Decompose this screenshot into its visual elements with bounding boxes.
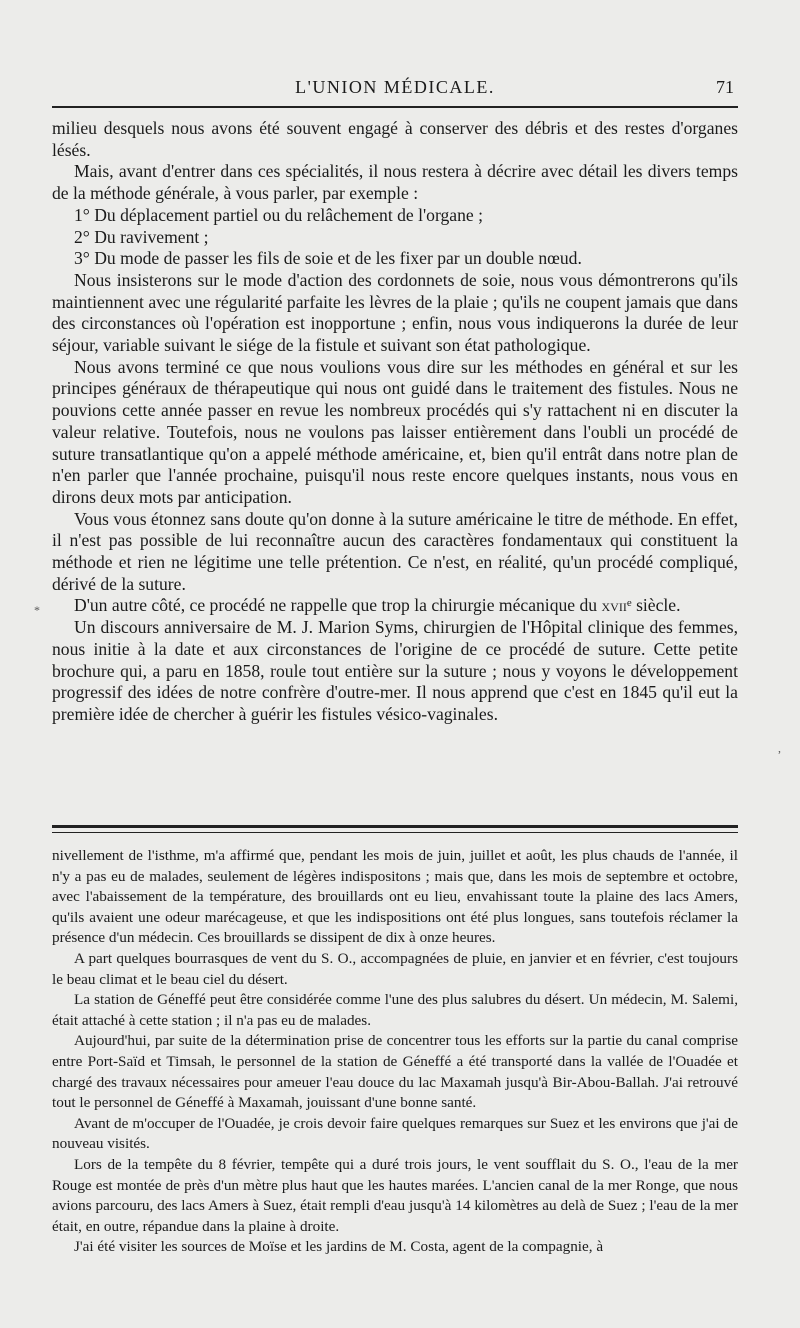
page-number: 71 — [716, 77, 734, 97]
page-header — [52, 76, 738, 102]
right-margin-mark: , — [778, 741, 781, 755]
enumerated-item: 2° Du ravivement ; — [74, 226, 209, 247]
main-paragraph: Un discours anniversaire de M. J. Marion Syms, chirurgien de l'Hôpital clinique des femmes, nous initie à la date et aux circonstances de l'origine de ce procédé de suture. Cette petite brochure qui, a paru en 1858, roule tout entière sur la suture ; nous y voyons le développement progressif des idées de notre confrère d'outre-mer. Il nous apprend que c'est en 1845 qu'il eut la première idée de chercher à guérir les fistules vésico-vaginales. — [52, 617, 738, 724]
century-suffix: e — [626, 597, 632, 610]
footnote-paragraph: J'ai été visiter les sources de Moïse et les jardins de M. Costa, agent de la compagnie, à — [74, 1238, 604, 1256]
main-paragraph: Nous avons terminé ce que nous voulions vous dire sur les méthodes en général et sur les principes généraux de thérapeutique qui nous ont guidé dans le traitement des fistules. Nous ne pouvions cette année passer en revue les nombreux procédés qui s'y rattachent ni en discuter la valeur relative. Toutefois, nous ne voulons pas laisser entièrement dans l'oubli un procédé de suture transatlantique qu'on a appelé méthode américaine, et, bien qu'il entrât dans notre plan de n'en parler que l'année prochaine, puisqu'il nous reste encore quelques instants, nous vous en dirons deux mots par anticipation. — [52, 356, 738, 507]
header-rule — [52, 106, 738, 108]
main-paragraph: milieu desquels nous avons été souvent engagé à conserver des débris et des restes d'organes lésés. — [52, 118, 738, 160]
main-paragraph: Nous insisterons sur le mode d'action des cordonnets de soie, nous vous démontrerons qu'ils maintiennent avec une régularité parfaite les lèvres de la plaie ; qu'ils ne coupent jamais que dans des circonstances où l'opération est inopportune ; enfin, nous vous indiquerons la durée de leur séjour, variable suivant le siége de la fistule et suivant son état pathologique. — [52, 269, 738, 356]
footnote-paragraph: La station de Géneffé peut être considérée comme l'une des plus salubres du désert. Un médecin, M. Salemi, était attaché à cette station ; il n'a pas eu de malades. — [52, 991, 738, 1029]
footnote-paragraph: A part quelques bourrasques de vent du S. O., accompagnées de pluie, en janvier et en février, c'est toujours le beau climat et le beau ciel du désert. — [52, 949, 738, 988]
enumerated-item: 1° Du déplacement partiel ou du relâchement de l'organe ; — [74, 204, 484, 225]
footnote-paragraph: Avant de m'occuper de l'Ouadée, je crois devoir faire quelques remarques sur Suez et les environs que j'ai de nouveau visités. — [52, 1114, 738, 1153]
running-title: L'UNION MÉDICALE. — [295, 77, 495, 97]
footnote-text-column — [52, 846, 738, 1258]
century-lead-text: D'un autre côté, ce procédé ne rappelle que trop la chirurgie mécanique du — [74, 595, 602, 616]
main-paragraph: Vous vous étonnez sans doute qu'on donne à la suture américaine le titre de méthode. En effet, il n'est pas possible de lui reconnaître aucun des caractères fondamentaux qui constituent la méthode et rien ne légitime une telle prétention. Ce n'est, en réalité, qu'un procédé compliqué, dérivé de la suture. — [52, 508, 738, 594]
century-numeral: xvii — [601, 595, 627, 616]
enumerated-item: 3° Du mode de passer les fils de soie et de les fixer par un double nœud. — [74, 248, 582, 269]
main-text-column — [52, 118, 738, 726]
century-tail-text: siècle. — [631, 595, 681, 616]
footnote-paragraph: Lors de la tempête du 8 février, tempête qui a duré trois jours, le vent soufflait du S. O., l'eau de la mer Rouge est montée de près d'un mètre plus haut que les hautes marées. L'ancien canal de la mer Ronge, que nous avions parcouru, des lacs Amers à Suez, était rempli d'eau jusqu'à 14 kilomètres au delà de Suez ; l'eau de la mer était, en outre, répandue dans la plaine à droite. — [52, 1155, 738, 1235]
main-paragraph: Mais, avant d'entrer dans ces spécialités, il nous restera à décrire avec détail les divers temps de la méthode générale, à vous parler, par exemple : — [52, 161, 738, 204]
main-paragraph-century — [52, 595, 738, 617]
footnote-paragraph: nivellement de l'isthme, m'a affirmé que, pendant les mois de juin, juillet et août, les plus chauds de l'année, il n'y a pas eu de malades, seulement de légères indispositons ; mais que, dans les mois de septembre et octobre, avec l'abaissement de la température, des brouillards ont eu lieu, envahissant toute la plaine des lacs Amers, qu'ils avaient une odeur marécageuse, et que les indispositions ont été plus longues, sans toutefois réclamer la présence d'un médecin. Ces brouillards se dissipent de dix à onze heures. — [52, 847, 738, 947]
footnote-paragraph: Aujourd'hui, par suite de la détermination prise de concentrer tous les efforts sur la partie du canal comprise entre Port-Saïd et Timsah, le personnel de la station de Géneffé a été transporté dans la vallée de l'Ouadée et chargé des travaux nécessaires pour ameuer l'eau douce du lac Maxamah jusqu'à Bir-Abou-Ballah. J'ai retrouvé tout le personnel de Géneffé à Maxamah, jouissant d'une bonne santé. — [52, 1032, 738, 1112]
footnote-rule — [52, 825, 738, 833]
left-margin-mark: * — [34, 603, 40, 617]
